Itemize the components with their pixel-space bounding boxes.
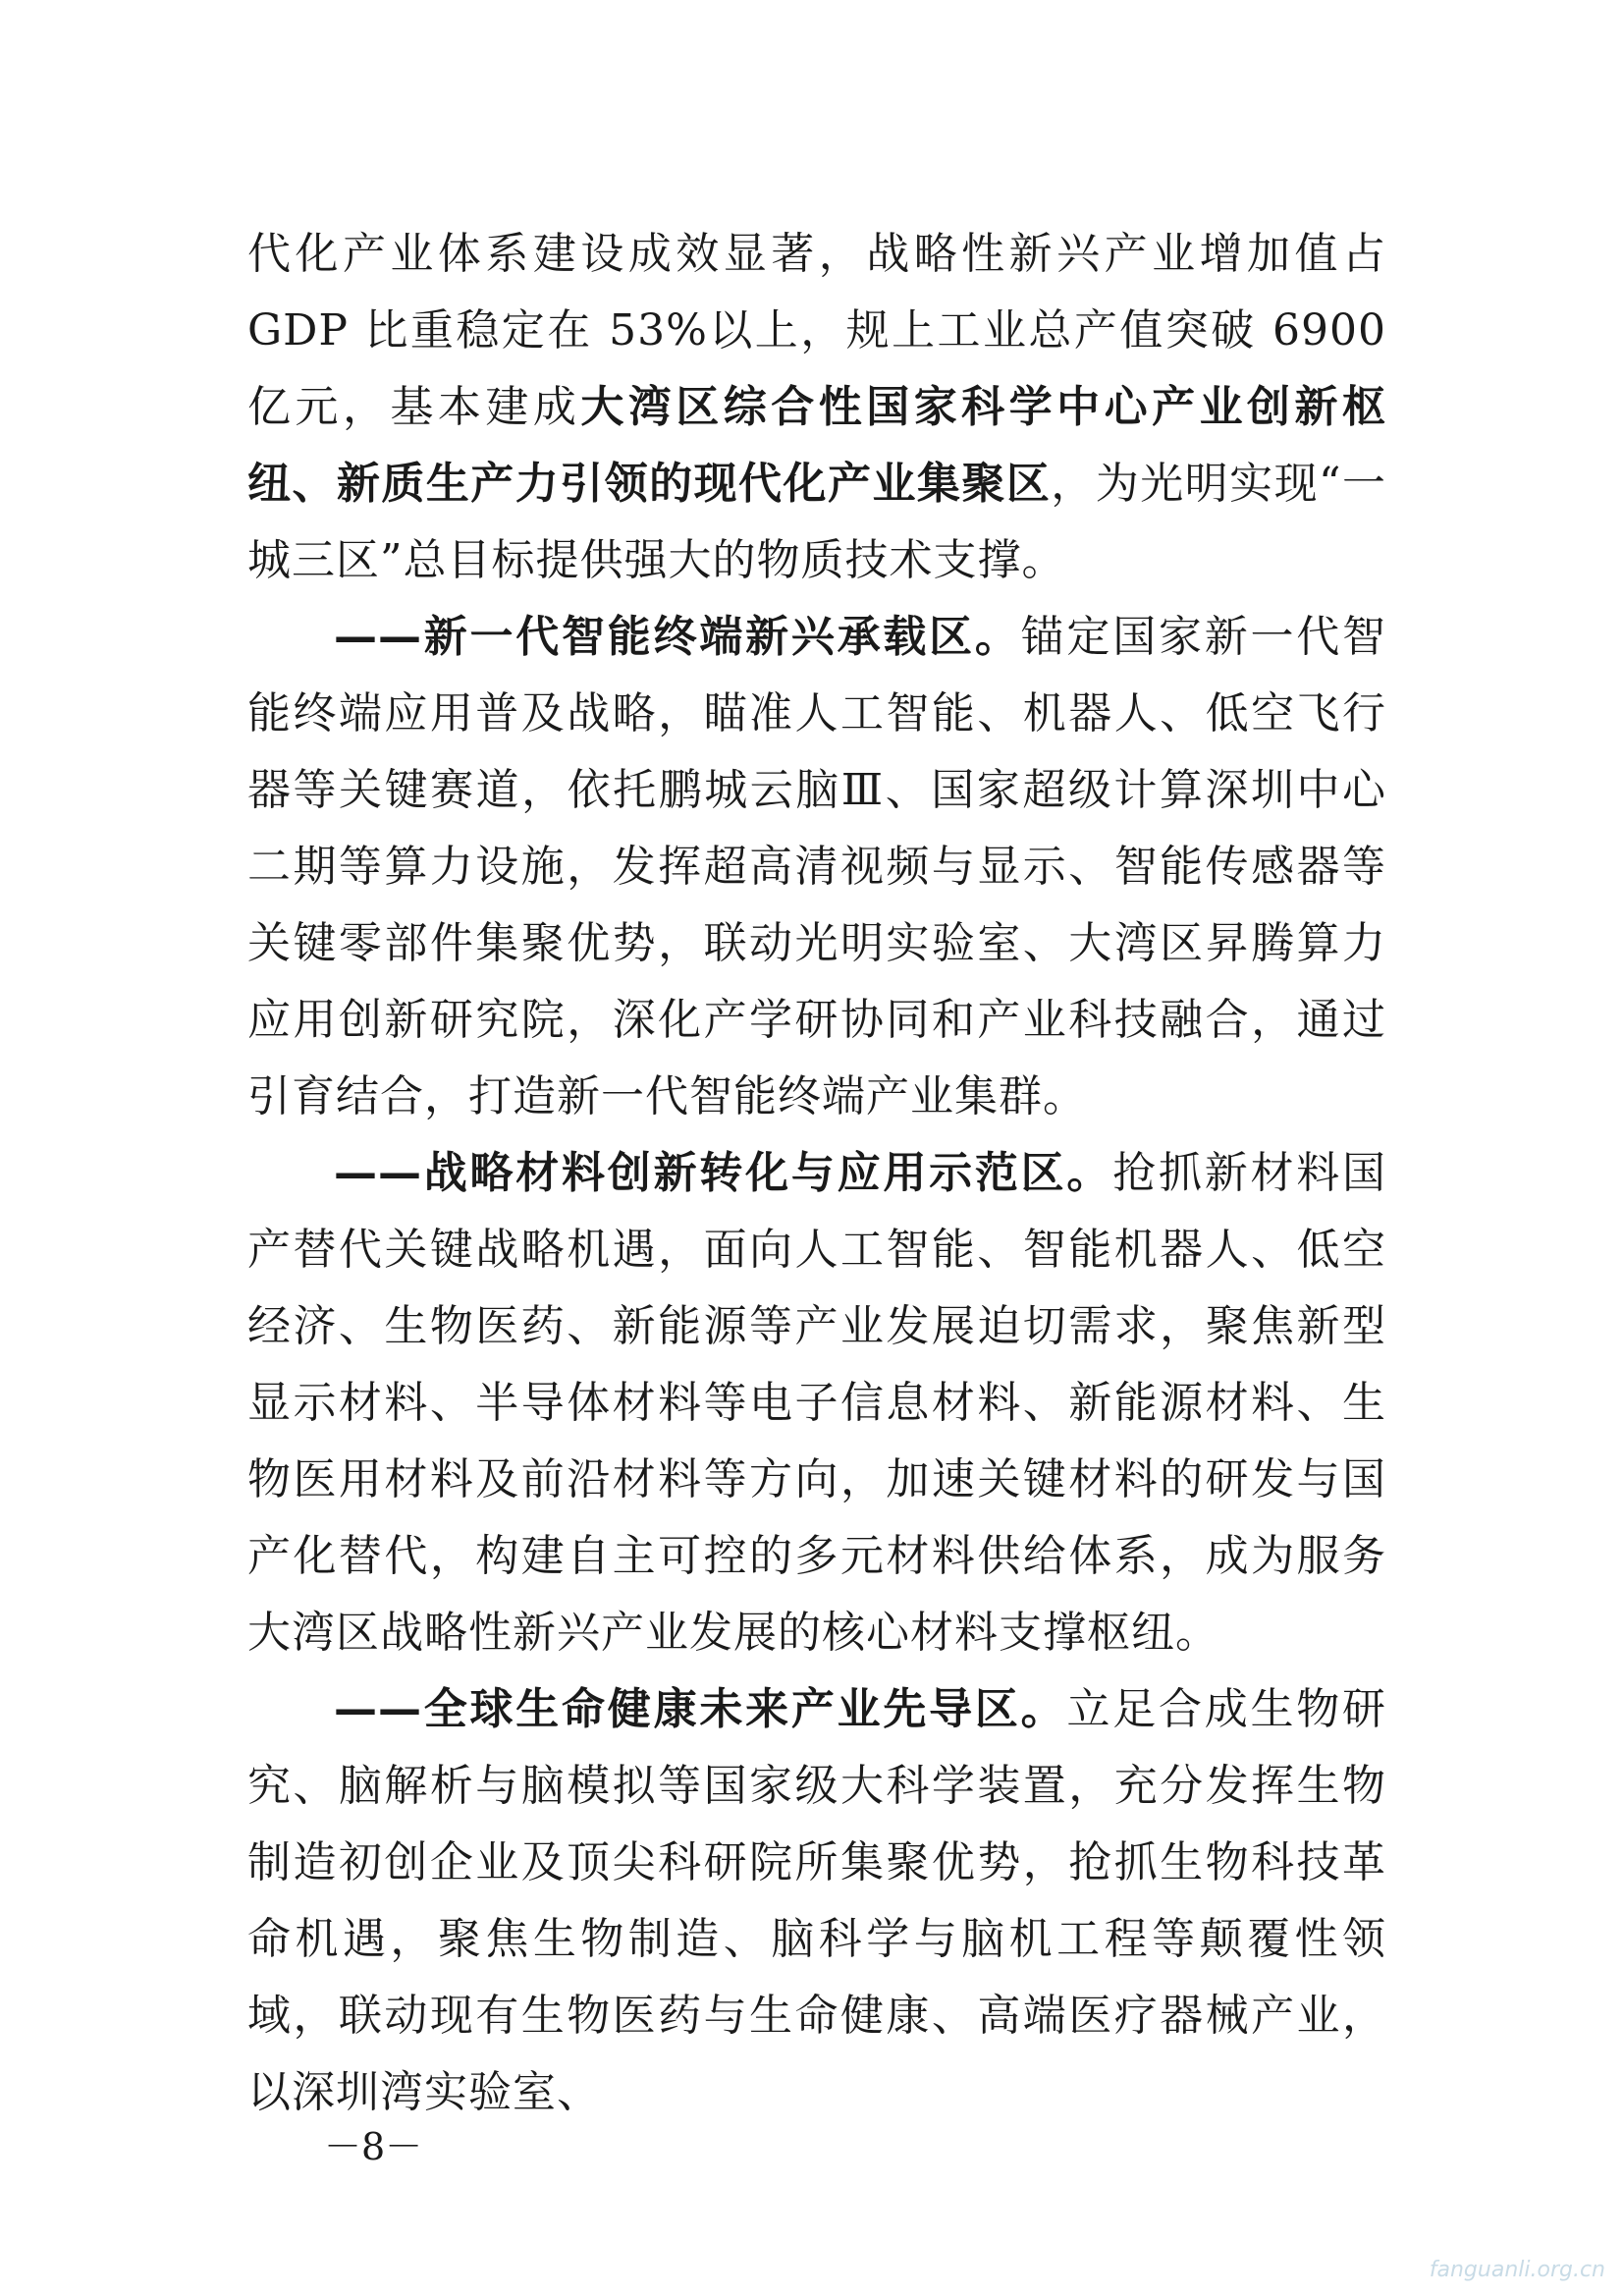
bold-heading-text: ——全球生命健康未来产业先导区。 xyxy=(334,1684,1067,1734)
bold-heading-text: ——新一代智能终端新兴承载区。 xyxy=(334,612,1021,662)
body-text: ，为光明实现“一城三区”总目标提供强大的物质技术支撑。 xyxy=(247,459,1386,585)
paragraph xyxy=(247,216,1386,599)
paragraph xyxy=(247,1135,1386,1671)
paragraph xyxy=(247,599,1386,1135)
body-text: 锚定国家新一代智能终端应用普及战略，瞄准人工智能、机器人、低空飞行器等关键赛道，依托鹏城云脑Ⅲ、国家超级计算深圳中心二期等算力设施，发挥超高清视频与显示、智能传感器等关键零部件集聚优势，联动光明实验室、大湾区昇腾算力应用创新研究院，深化产学研协同和产业科技融合，通过引育结合，打造新一代智能终端产业集群。 xyxy=(247,612,1387,1121)
bold-heading-text: ——战略材料创新转化与应用示范区。 xyxy=(334,1148,1113,1198)
body-text: 代化产业体系建设成效显著，战略性新兴产业增加值占 GDP 比重稳定在 53%以上，规上工业总产值突破 6900 亿元，基本建成 xyxy=(247,229,1386,432)
page-number: －8－ xyxy=(324,2125,423,2168)
body-text: 抢抓新材料国产替代关键战略机遇，面向人工智能、智能机器人、低空经济、生物医药、新能源等产业发展迫切需求，聚焦新型显示材料、半导体材料等电子信息材料、新能源材料、生物医用材料及前沿材料等方向，加速关键材料的研发与国产化替代，构建自主可控的多元材料供给体系，成为服务大湾区战略性新兴产业发展的核心材料支撑枢纽。 xyxy=(247,1148,1387,1658)
paragraph xyxy=(247,1671,1386,2131)
bold-heading-text: 大湾区综合性国家科学中心产业创新枢纽、新质生产力引领的现代化产业集聚区 xyxy=(247,382,1387,509)
document-body xyxy=(247,216,1386,2131)
watermark: fanguanli.org.cn xyxy=(1429,2258,1605,2282)
body-text: 立足合成生物研究、脑解析与脑模拟等国家级大科学装置，充分发挥生物制造初创企业及顶尖科研院所集聚优势，抢抓生物科技革命机遇，聚焦生物制造、脑科学与脑机工程等颠覆性领域，联动现有生物医药与生命健康、高端医疗器械产业，以深圳湾实验室、 xyxy=(247,1684,1387,2117)
